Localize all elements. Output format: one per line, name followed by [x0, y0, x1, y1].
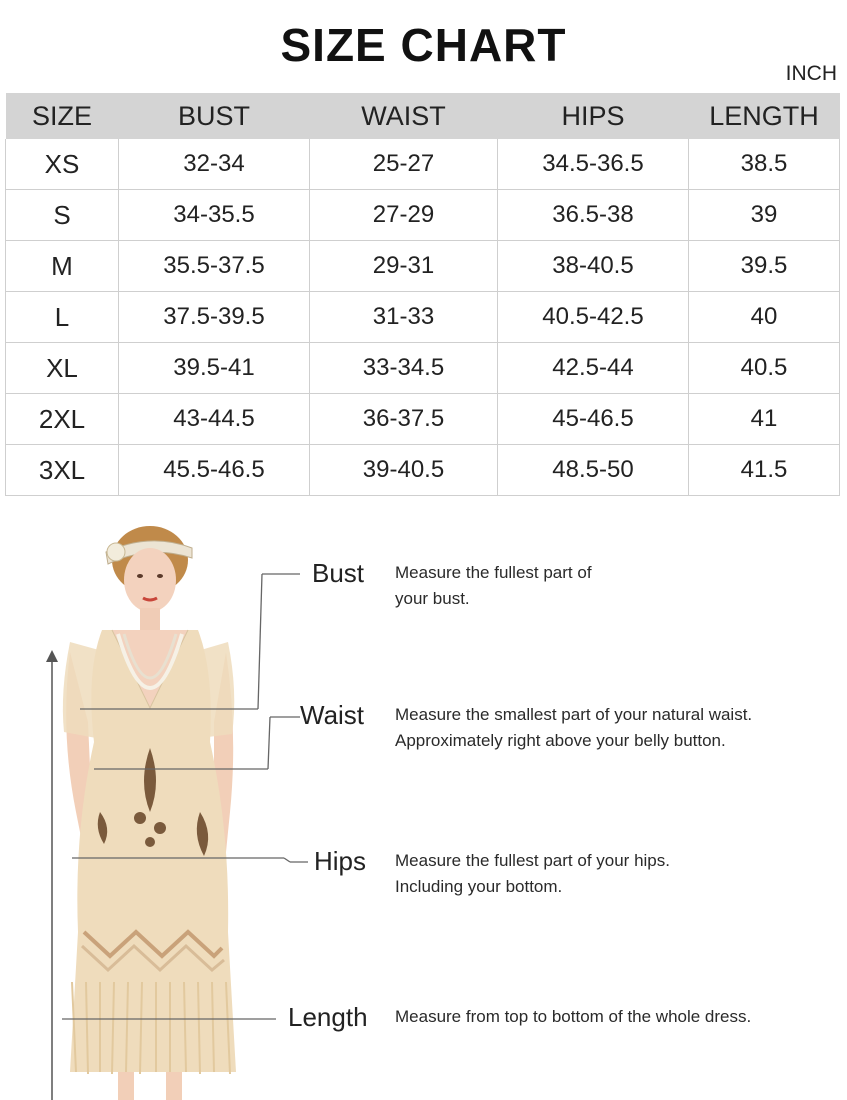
length-label: Length [288, 1002, 368, 1032]
bust-cell: 43-44.5 [119, 394, 310, 445]
hips-cell: 36.5-38 [498, 190, 689, 241]
waist-cell: 27-29 [310, 190, 498, 241]
table-row [6, 343, 840, 394]
hips-desc-line: Including your bottom. [395, 877, 563, 896]
hips-cell: 48.5-50 [498, 445, 689, 496]
table-row [6, 445, 840, 496]
length-cell: 41.5 [689, 445, 840, 496]
bust-cell: 45.5-46.5 [119, 445, 310, 496]
length-cell: 39 [689, 190, 840, 241]
hips-description [395, 848, 670, 900]
waist-cell: 33-34.5 [310, 343, 498, 394]
waist-cell: 29-31 [310, 241, 498, 292]
bust-desc-line: your bust. [395, 589, 470, 608]
unit-label: INCH [785, 62, 837, 85]
bust-cell: 35.5-37.5 [119, 241, 310, 292]
bust-desc-line: Measure the fullest part of [395, 563, 592, 582]
bust-cell: 34-35.5 [119, 190, 310, 241]
table-header-row [6, 93, 840, 139]
size-cell: 2XL [6, 394, 119, 445]
length-cell: 40.5 [689, 343, 840, 394]
hips-cell: 45-46.5 [498, 394, 689, 445]
table-row [6, 190, 840, 241]
size-cell: M [6, 241, 119, 292]
waist-cell: 36-37.5 [310, 394, 498, 445]
bust-cell: 39.5-41 [119, 343, 310, 394]
table-row [6, 394, 840, 445]
length-desc-line: Measure from top to bottom of the whole dress. [395, 1007, 752, 1026]
size-cell: S [6, 190, 119, 241]
bust-cell: 37.5-39.5 [119, 292, 310, 343]
waist-label: Waist [300, 700, 365, 730]
hips-desc-line: Measure the fullest part of your hips. [395, 851, 670, 870]
bust-description [395, 560, 592, 612]
bust-label: Bust [312, 558, 365, 588]
size-cell: 3XL [6, 445, 119, 496]
table-row [6, 241, 840, 292]
header-hips: HIPS [498, 93, 689, 139]
length-cell: 39.5 [689, 241, 840, 292]
size-cell: XS [6, 139, 119, 190]
waist-description [395, 702, 752, 754]
size-cell: L [6, 292, 119, 343]
length-cell: 38.5 [689, 139, 840, 190]
hips-cell: 42.5-44 [498, 343, 689, 394]
length-description [395, 1004, 751, 1030]
table-row [6, 292, 840, 343]
header-bust: BUST [119, 93, 310, 139]
header-size: SIZE [6, 93, 119, 139]
size-cell: XL [6, 343, 119, 394]
hips-cell: 40.5-42.5 [498, 292, 689, 343]
hips-cell: 34.5-36.5 [498, 139, 689, 190]
waist-desc-line: Measure the smallest part of your natural waist. [395, 705, 753, 724]
length-cell: 41 [689, 394, 840, 445]
header-length: LENGTH [689, 93, 840, 139]
waist-cell: 25-27 [310, 139, 498, 190]
hips-cell: 38-40.5 [498, 241, 689, 292]
waist-desc-line: Approximately right above your belly button. [395, 731, 726, 750]
header-waist: WAIST [310, 93, 498, 139]
page-title: SIZE CHART [280, 19, 567, 71]
size-table [5, 93, 840, 496]
bust-cell: 32-34 [119, 139, 310, 190]
hips-label: Hips [314, 846, 367, 876]
waist-cell: 31-33 [310, 292, 498, 343]
waist-cell: 39-40.5 [310, 445, 498, 496]
table-row [6, 139, 840, 190]
length-cell: 40 [689, 292, 840, 343]
measurement-guide [0, 512, 847, 1100]
